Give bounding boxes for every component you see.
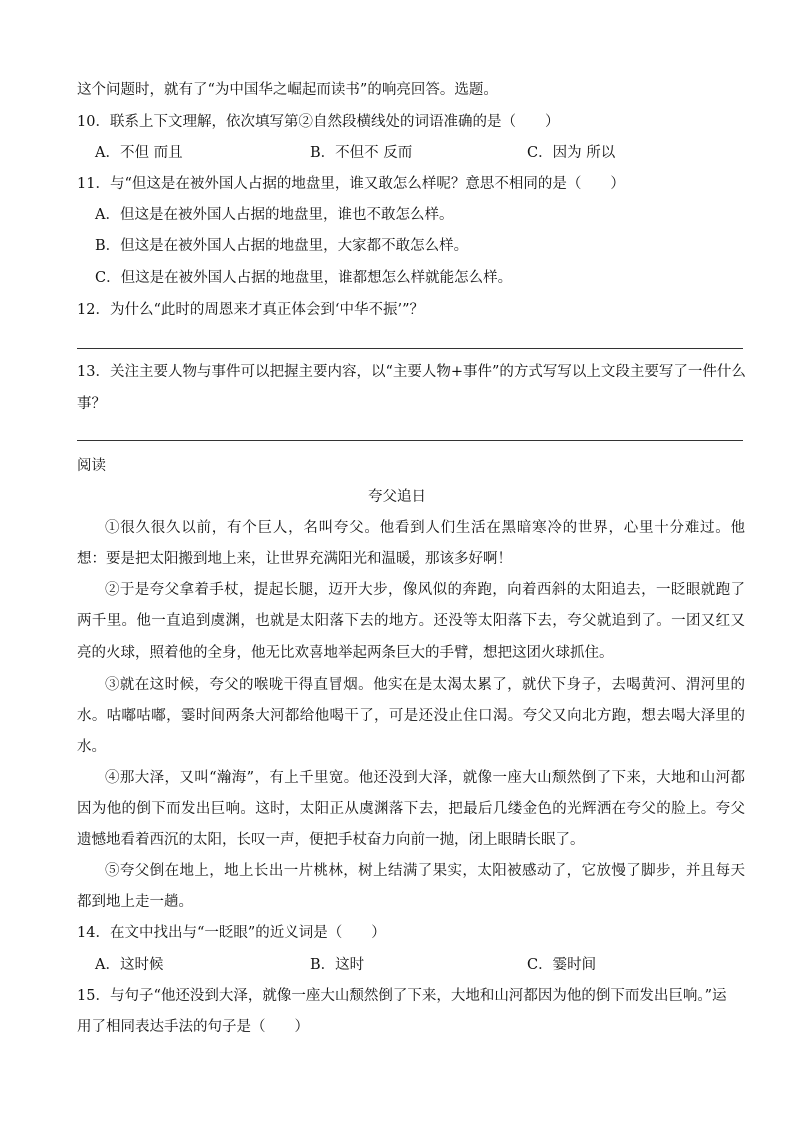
passage-line: ①很久很久以前，有个巨人，名叫夸父。他看到人们生活在黑暗寒冷的世界，心里十分难过。他 — [105, 520, 745, 536]
question-11-option-b: B．但这是在被外国人占据的地盘里，大家都不敢怎么样。 — [95, 238, 469, 254]
question-10-stem: 10．联系上下文理解，依次填写第②自然段横线处的词语准确的是（ ） — [77, 114, 560, 130]
question-14-option-c: C．霎时间 — [527, 957, 597, 973]
question-10-option-c: C．因为 所以 — [527, 145, 616, 161]
passage-line: ③就在这时候，夸父的喉咙干得直冒烟。他实在是太渴太累了，就伏下身子，去喝黄河、渭河里的 — [105, 677, 745, 693]
passage-line: 都到地上走一趟。 — [77, 894, 193, 910]
question-11-option-a: A．但这是在被外国人占据的地盘里，谁也不敢怎么样。 — [95, 207, 454, 223]
question-14-option-b: B．这时 — [310, 957, 365, 973]
question-13-stem-line-2: 事？ — [77, 396, 106, 412]
answer-line-13 — [77, 440, 743, 441]
passage-line: 亮的火球，照着他的全身，他无比欢喜地举起两条巨大的手臂，想把这团火球抓住。 — [77, 645, 614, 661]
passage-line: 水。咕嘟咕嘟，霎时间两条大河都给他喝干了，可是还没止住口渴。夸父又向北方跑，想去喝大泽里的 — [77, 708, 745, 724]
question-14-stem: 14．在文中找出与“一眨眼”的近义词是（ ） — [77, 925, 386, 941]
question-15-stem-line-2: 用了相同表达手法的句子是（ ） — [77, 1019, 309, 1035]
intro-tail-text: 这个问题时，就有了“为中国华之崛起而读书”的响亮回答。选题。 — [77, 82, 498, 98]
question-10-option-a: A．不但 而且 — [95, 145, 183, 161]
question-14-option-a: A．这时候 — [95, 957, 164, 973]
question-11-option-c: C．但这是在被外国人占据的地盘里，谁都想怎么样就能怎么样。 — [95, 270, 513, 286]
passage-title: 夸父追日 — [368, 489, 426, 505]
question-10-option-b: B．不但不 反而 — [310, 145, 413, 161]
passage-line: 遗憾地看着西沉的太阳，长叹一声，便把手杖奋力向前一抛，闭上眼睛长眠了。 — [77, 832, 585, 848]
passage-line: 想：要是把太阳搬到地上来，让世界充满阳光和温暖，那该多好啊！ — [77, 551, 512, 567]
passage-line: 两千里。他一直追到虞渊，也就是太阳落下去的地方。还没等太阳落下去，夸父就追到了。一团又红又 — [77, 613, 745, 629]
passage-line: ④那大泽，又叫“瀚海”，有上千里宽。他还没到大泽，就像一座大山颓然倒了下来，大地和山河都 — [105, 770, 745, 786]
passage-line: ⑤夸父倒在地上，地上长出一片桃林，树上结满了果实，太阳被感动了，它放慢了脚步，并且每天 — [105, 863, 745, 879]
question-15-stem-line-1: 15．与句子“他还没到大泽，就像一座大山颓然倒了下来，大地和山河都因为他的倒下而发出巨响。”运 — [77, 988, 727, 1004]
answer-line-12 — [77, 348, 743, 349]
passage-line: 因为他的倒下而发出巨响。这时，太阳正从虞渊落下去，把最后几缕金色的光辉洒在夸父的脸上。夸父 — [77, 801, 745, 817]
reading-label: 阅读 — [77, 458, 106, 474]
passage-line: ②于是夸父拿着手杖，提起长腿，迈开大步，像风似的奔跑，向着西斜的太阳追去，一眨眼就跑了 — [105, 582, 745, 598]
question-12-stem: 12．为什么“此时的周恩来才真正体会到‘中华不振’”？ — [77, 302, 424, 318]
passage-line: 水。 — [77, 739, 106, 755]
question-11-stem: 11．与“但这是在被外国人占据的地盘里，谁又敢怎么样呢？意思不相同的是（ ） — [77, 176, 625, 192]
question-13-stem-line-1: 13．关注主要人物与事件可以把握主要内容，以“主要人物+事件”的方式写写以上文段主要写了一件什么 — [77, 364, 746, 380]
